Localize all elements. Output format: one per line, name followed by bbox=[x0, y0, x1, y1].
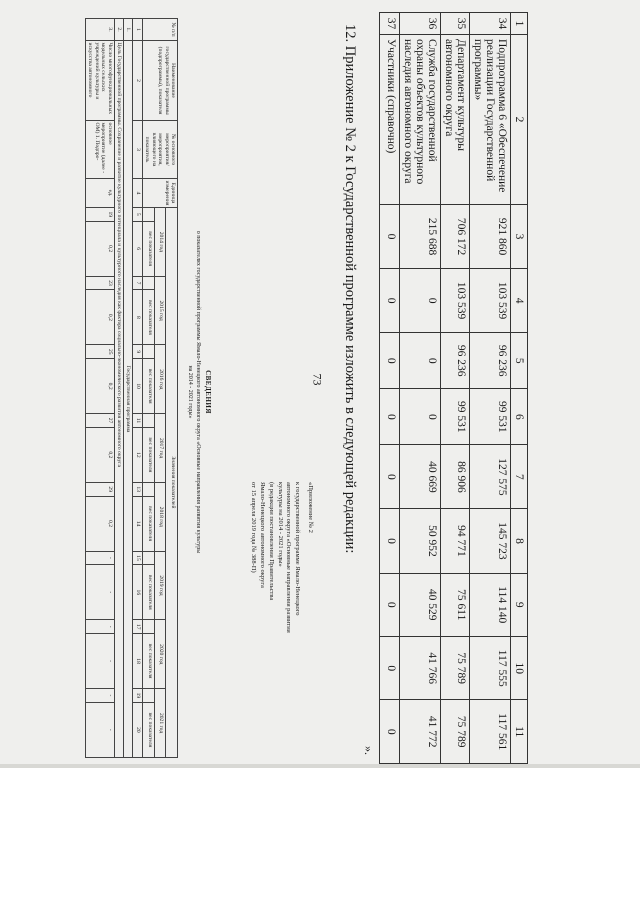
indicator-value: - bbox=[85, 565, 114, 620]
year-header: 2016 год bbox=[154, 345, 166, 414]
value-cell: 215 688 bbox=[400, 205, 441, 269]
year-header: 2015 год bbox=[154, 276, 166, 345]
col-number: 3 bbox=[133, 121, 142, 179]
col-number: 13 bbox=[133, 482, 142, 496]
row-name: Служба государственной охраны объектов культурного наследия автономного округа bbox=[400, 35, 441, 205]
col-number: 5 bbox=[133, 207, 142, 221]
row-name: Участники (справочно) bbox=[380, 35, 400, 205]
subtitle-line: о показателях государственной программы Ямало-Ненецкого автономного округа «Основные направления развития культуры bbox=[195, 230, 201, 554]
weight-header: вес показателя bbox=[142, 496, 154, 551]
row-name: Подпрограмма 6 «Обеспечение реализации Государственной программы» bbox=[470, 35, 511, 205]
page-number: 73 bbox=[310, 373, 325, 386]
indicators-header-row bbox=[166, 19, 178, 758]
budget-header-cell: 5 bbox=[511, 333, 528, 389]
value-cell: 706 172 bbox=[441, 205, 470, 269]
spacer-cell bbox=[142, 551, 154, 565]
indicator-value: - bbox=[85, 551, 114, 565]
value-cell: 117 561 bbox=[470, 700, 511, 764]
indicator-value: 0,2 bbox=[85, 221, 114, 276]
document-subtitle bbox=[185, 72, 201, 712]
appendix-label: «Приложение № 2 bbox=[307, 482, 314, 533]
appendix-caption bbox=[249, 482, 314, 712]
budget-row bbox=[441, 13, 470, 764]
value-cell: 0 bbox=[380, 636, 400, 699]
value-cell: 114 140 bbox=[470, 573, 511, 636]
indicator-value: - bbox=[85, 620, 114, 634]
col-number: 9 bbox=[133, 345, 142, 359]
budget-row bbox=[470, 13, 511, 764]
appendix-line: Ямало-Ненецкого автономного округа bbox=[259, 482, 267, 588]
value-cell: 96 236 bbox=[441, 333, 470, 389]
indicator-value: 0,2 bbox=[85, 427, 114, 482]
row-index: 2. bbox=[114, 19, 123, 41]
value-cell: 75 789 bbox=[441, 700, 470, 764]
col-number: 1 bbox=[133, 19, 142, 41]
value-cell: 127 575 bbox=[470, 445, 511, 509]
col-number: 11 bbox=[133, 414, 142, 428]
header-values: Значения показателей bbox=[166, 207, 178, 757]
spacer-cell bbox=[142, 620, 154, 634]
weight-header: вес показателя bbox=[142, 290, 154, 345]
value-cell: 75 611 bbox=[441, 573, 470, 636]
document-title: СВЕДЕНИЯ bbox=[204, 370, 212, 414]
appendix-line: автономного округа «Основные направления развития bbox=[285, 482, 293, 633]
value-cell: 0 bbox=[380, 445, 400, 509]
row-index: 35 bbox=[441, 13, 470, 35]
col-number: 7 bbox=[133, 276, 142, 290]
budget-header-cell: 2 bbox=[511, 35, 528, 205]
budget-header-cell: 3 bbox=[511, 205, 528, 269]
subtitle-line: на 2014 - 2021 годы» bbox=[187, 365, 194, 419]
value-cell: 75 789 bbox=[441, 636, 470, 699]
header-unit: Единица измерения bbox=[142, 179, 177, 208]
indicator-value: 27 bbox=[85, 414, 114, 428]
indicator-value: - bbox=[85, 702, 114, 757]
year-header: 2020 год bbox=[154, 620, 166, 689]
row-index: 34 bbox=[470, 13, 511, 35]
spacer-cell bbox=[142, 276, 154, 290]
row-index: 37 bbox=[380, 13, 400, 35]
goal-row bbox=[114, 19, 123, 758]
value-cell: 41 772 bbox=[400, 700, 441, 764]
indicator-value: - bbox=[85, 689, 114, 703]
col-number: 2 bbox=[133, 41, 142, 121]
indicator-name: Число многофункциональных модельных сельских учреждений культуры и искусства автономного bbox=[85, 41, 114, 121]
year-header: 2021 год bbox=[154, 689, 166, 758]
appendix-line: (в редакции постановления Правительства bbox=[267, 482, 275, 601]
spacer-cell bbox=[142, 345, 154, 359]
value-cell: 41 766 bbox=[400, 636, 441, 699]
budget-header-cell: 6 bbox=[511, 389, 528, 445]
col-number: 14 bbox=[133, 496, 142, 551]
header-num: № п/п bbox=[142, 19, 177, 41]
col-number: 18 bbox=[133, 634, 142, 689]
budget-header-cell: 8 bbox=[511, 509, 528, 573]
col-number: 8 bbox=[133, 290, 142, 345]
value-cell: 0 bbox=[380, 573, 400, 636]
value-cell: 86 906 bbox=[441, 445, 470, 509]
value-cell: 0 bbox=[380, 509, 400, 573]
col-number: 12 bbox=[133, 427, 142, 482]
indicator-value: 25 bbox=[85, 345, 114, 359]
spacer-cell bbox=[142, 207, 154, 221]
col-number: 19 bbox=[133, 689, 142, 703]
budget-header-cell: 4 bbox=[511, 269, 528, 333]
col-number: 20 bbox=[133, 702, 142, 757]
spacer-cell bbox=[142, 482, 154, 496]
budget-header-cell: 7 bbox=[511, 445, 528, 509]
column-numbers-row bbox=[133, 19, 142, 758]
weight-header: вес показателя bbox=[142, 221, 154, 276]
appendix-line: от 15 апреля 2019 года № 388-П) bbox=[250, 482, 258, 573]
value-cell: 0 bbox=[380, 205, 400, 269]
year-header: 2018 год bbox=[154, 482, 166, 551]
value-cell: 921 860 bbox=[470, 205, 511, 269]
spacer-cell bbox=[142, 414, 154, 428]
goal-label: Цель Государственной программы. Сохранение и развитие культурного потенциала и культурного наследия как фактора социально-экономического развития автономного округа bbox=[114, 41, 123, 758]
budget-row bbox=[380, 13, 400, 764]
col-number: 6 bbox=[133, 221, 142, 276]
value-cell: 103 539 bbox=[470, 269, 511, 333]
value-cell: 99 531 bbox=[470, 389, 511, 445]
value-cell: 0 bbox=[380, 700, 400, 764]
row-name: Департамент культуры автономного округа bbox=[441, 35, 470, 205]
indicator-value: 29 bbox=[85, 482, 114, 496]
indicator-value: 23 bbox=[85, 276, 114, 290]
value-cell: 40 529 bbox=[400, 573, 441, 636]
appendix-line: культуры на 2014 - 2021 годы» bbox=[276, 482, 284, 567]
col-number: 10 bbox=[133, 359, 142, 414]
value-cell: 0 bbox=[380, 389, 400, 445]
value-cell: 117 555 bbox=[470, 636, 511, 699]
value-cell: 145 723 bbox=[470, 509, 511, 573]
budget-table bbox=[379, 12, 528, 764]
weight-header: вес показателя bbox=[142, 427, 154, 482]
value-cell: 96 236 bbox=[470, 333, 511, 389]
budget-header-cell: 11 bbox=[511, 700, 528, 764]
budget-header-row bbox=[511, 13, 528, 764]
weight-header: вес показателя bbox=[142, 359, 154, 414]
budget-row bbox=[400, 13, 441, 764]
header-name: Наименование государственной программы (подпрограммы), показателя bbox=[142, 41, 177, 121]
header-event: № основного мероприятия/мероприятия, влияющего на показатель bbox=[142, 121, 177, 179]
indicator-value: - bbox=[85, 634, 114, 689]
value-cell: 0 bbox=[380, 333, 400, 389]
rotated-content bbox=[8, 12, 528, 764]
value-cell: 0 bbox=[400, 389, 441, 445]
year-header: 2014 год bbox=[154, 207, 166, 276]
indicator-value: 0,2 bbox=[85, 496, 114, 551]
indicator-event: основное мероприятие (далее - ОМ) 1. Подпро- bbox=[85, 121, 114, 179]
section-heading: 12. Приложение № 2 к Государственной программе изложить в следующей редакции: bbox=[342, 24, 358, 554]
value-cell: 0 bbox=[380, 269, 400, 333]
budget-header-cell: 1 bbox=[511, 13, 528, 35]
value-cell: 103 539 bbox=[441, 269, 470, 333]
year-header: 2017 год bbox=[154, 414, 166, 483]
program-label: Государственная программа bbox=[124, 41, 133, 758]
value-cell: 40 669 bbox=[400, 445, 441, 509]
col-number: 17 bbox=[133, 620, 142, 634]
value-cell: 0 bbox=[400, 333, 441, 389]
row-index: 3. bbox=[85, 19, 114, 41]
row-index: 36 bbox=[400, 13, 441, 35]
year-header: 2019 год bbox=[154, 551, 166, 620]
value-cell: 99 531 bbox=[441, 389, 470, 445]
value-cell: 0 bbox=[400, 269, 441, 333]
budget-header-cell: 10 bbox=[511, 636, 528, 699]
appendix-line: к государственной программе Ямало-Ненецкого bbox=[294, 482, 302, 616]
col-number: 4 bbox=[133, 179, 142, 208]
row-index: 1. bbox=[124, 19, 133, 41]
closing-quote: ». bbox=[362, 746, 376, 755]
spacer-cell bbox=[142, 689, 154, 703]
weight-header: вес показателя bbox=[142, 634, 154, 689]
indicator-value: 0,2 bbox=[85, 359, 114, 414]
weight-header: вес показателя bbox=[142, 565, 154, 620]
col-number: 15 bbox=[133, 551, 142, 565]
indicators-table bbox=[85, 18, 178, 758]
col-number: 16 bbox=[133, 565, 142, 620]
program-row bbox=[124, 19, 133, 758]
value-cell: 50 952 bbox=[400, 509, 441, 573]
indicator-unit: ед. bbox=[85, 179, 114, 208]
indicator-row bbox=[85, 19, 114, 758]
indicator-value: 0,2 bbox=[85, 290, 114, 345]
budget-header-cell: 9 bbox=[511, 573, 528, 636]
weight-header: вес показателя bbox=[142, 702, 154, 757]
indicator-value: 19 bbox=[85, 207, 114, 221]
value-cell: 94 771 bbox=[441, 509, 470, 573]
